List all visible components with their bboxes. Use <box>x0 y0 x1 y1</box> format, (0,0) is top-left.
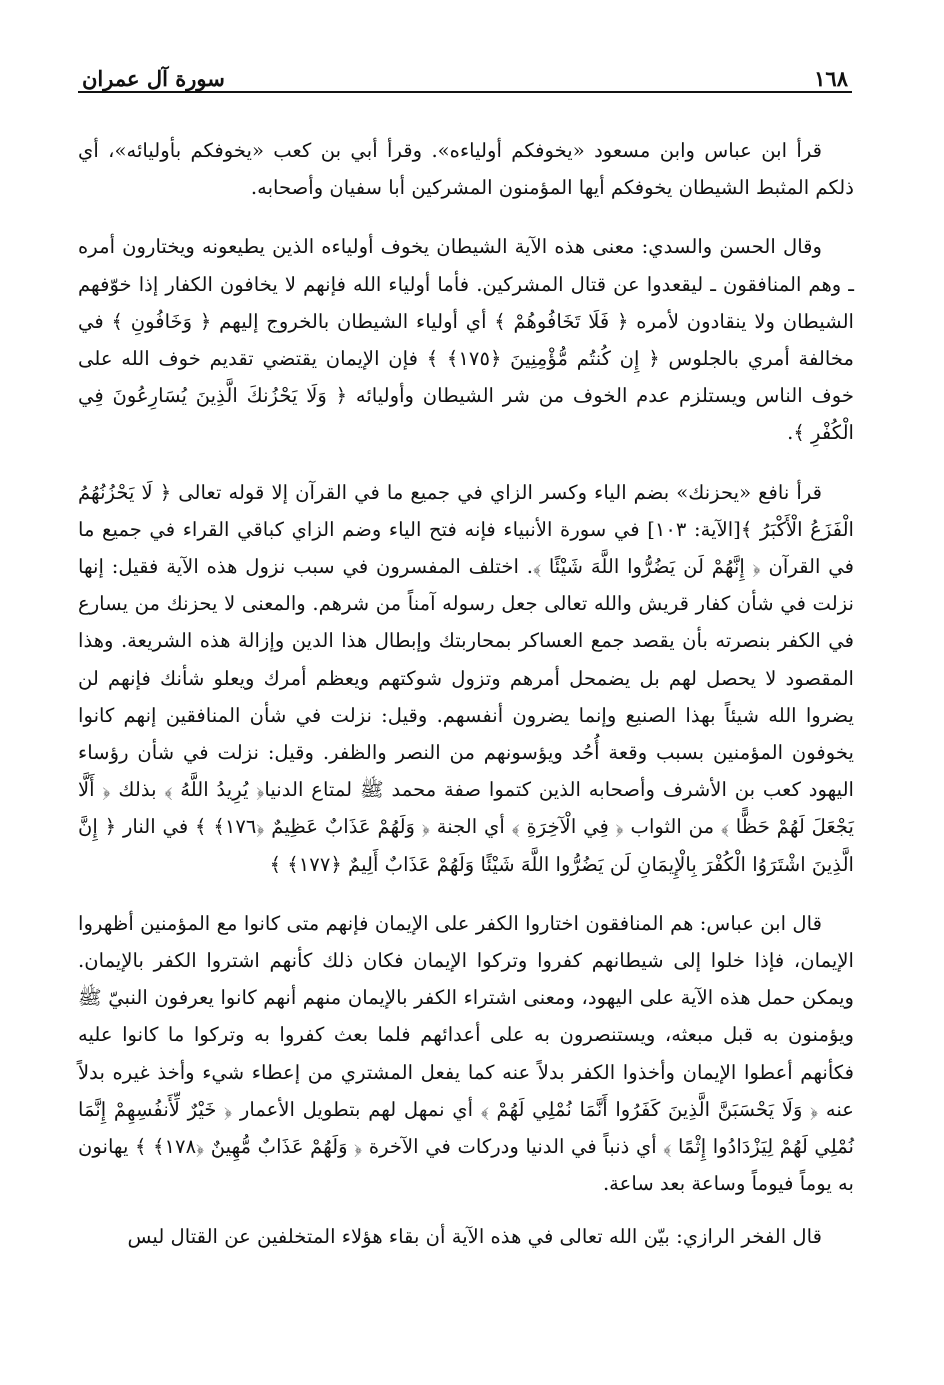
paragraph-ibn-abbas-hypocrites: قال ابن عباس: هم المنافقون اختاروا الكفر على الإيمان فإنهم متى كانوا مع المؤمنين أظهروا الإيمان، فإذا خلوا إلى شيطانهم كفروا وتركوا الإيمان فكان ذلك كأنهم اشتروا الكفر بالإيمان. ويمكن حمل هذه الآية على اليهود، ومعنى اشتراء الكفر بالإيمان منهم أنهم كانوا يعرفون النبيّ ﷺ ويؤمنون به قبل مبعثه، ويستنصرون به على أعدائهم فلما بعث كفروا به وتركوا ما كانوا عليه فكأنهم أعطوا الإيمان وأخذوا الكفر بدلاً عنه كما يفعل المشتري من إعطاء شيء وأخذ غيره بدلاً عنه ﴿ وَلَا يَحْسَبَنَّ الَّذِينَ كَفَرُوا أَنَّمَا نُمْلِي لَهُمْ ﴾ أي نمهل لهم بتطويل الأعمار ﴿ خَيْرٌ لِّأَنفُسِهِمْ إِنَّمَا نُمْلِي لَهُمْ لِيَزْدَادُوا إِثْمًا ﴾ أي ذنباً في الدنيا ودركات في الآخرة ﴿ وَلَهُمْ عَذَابٌ مُّهِينٌ ﴿١٧٨﴾ ﴾ يهانون به يوماً فيوماً وساعة بعد ساعة. <box>78 911 854 1196</box>
paragraph-qiraat-ibn-abbas: قرأ ابن عباس وابن مسعود «يخوفكم أولياءه». وقرأ أبي بن كعب «يخوفكم بأوليائه»، أي ذلكم المثبط الشيطان يخوفكم أيها المؤمنون المشركين أبا سفيان وأصحابه. <box>78 139 854 200</box>
paragraph-razi: قال الفخر الرازي: بيّن الله تعالى في هذه الآية أن بقاء هؤلاء المتخلفين عن القتال ليس <box>127 1225 822 1249</box>
header-rule <box>78 91 852 93</box>
page-number: ١٦٨ <box>810 66 852 91</box>
paragraph-nafi-reading: قرأ نافع «يحزنك» بضم الياء وكسر الزاي في جميع ما في القرآن إلا قوله تعالى ﴿ لَا يَحْزُنُهُمُ الْفَزَعُ الْأَكْبَرُ ﴾[الآية: ١٠٣] في سورة الأنبياء فإنه فتح الياء وضم الزاي كباقي القراء في جميع ما في القرآن ﴿ إِنَّهُمْ لَن يَضُرُّوا اللَّهَ شَيْئًا ﴾. اختلف المفسرون في سبب نزول هذه الآية فقيل: إنها نزلت في شأن كفار قريش والله تعالى جعل رسوله آمناً من شرهم. والمعنى لا يحزنك من يسارع في الكفر بنصرته بأن يقصد جمع العساكر بمحاربتك وإبطال هذا الدين وإزالة هذه الشريعة. وهذا المقصود لا يحصل لهم بل يضمحل أمرهم وتزول شوكتهم ويعظم أمرك ويعلو شأنك فإنهم لن يضروا الله شيئاً بهذا الصنيع وإنما يضرون أنفسهم. وقيل: نزلت في شأن المنافقين إنهم كانوا يخوفون المؤمنين بسبب وقعة أُحُد ويؤسونهم من النصر والظفر. وقيل: نزلت في شأن رؤساء اليهود كعب بن الأشرف وأصحابه الذين كتموا صفة محمد ﷺ لمتاع الدنيا﴿ يُرِيدُ اللَّهُ ﴾ بذلك ﴿ أَلَّا يَجْعَلَ لَهُمْ حَظًّا ﴾ من الثواب ﴿ فِي الْآخِرَةِ ﴾ أي الجنة ﴿ وَلَهُمْ عَذَابٌ عَظِيمٌ ﴿١٧٦﴾ ﴾ في النار ﴿ إِنَّ الَّذِينَ اشْتَرَوُا الْكُفْرَ بِالْإِيمَانِ لَن يَضُرُّوا اللَّهَ شَيْئًا وَلَهُمْ عَذَابٌ أَلِيمٌ ﴿١٧٧﴾ ﴾ <box>78 480 855 876</box>
surah-title: سورة آل عمران <box>78 66 229 91</box>
page-header <box>78 62 852 94</box>
paragraph-hasan-suddi: وقال الحسن والسدي: معنى هذه الآية الشيطان يخوف أولياءه الذين يطيعونه ويختارون أمره ـ وهم المنافقون ـ ليقعدوا عن قتال المشركين. فأما أولياء الله فإنهم لا يخافون الكفار إذا خوّفهم الشيطان ولا ينقادون لأمره ﴿ فَلَا تَخَافُوهُمْ ﴾ أي أولياء الشيطان بالخروج إليهم ﴿ وَخَافُونِ ﴾ في مخالفة أمري بالجلوس ﴿ إِن كُنتُم مُّؤْمِنِينَ ﴿١٧٥﴾ ﴾ فإن الإيمان يقتضي تقديم خوف الله على خوف الناس ويستلزم عدم الخوف من شر الشيطان وأوليائه ﴿ وَلَا يَحْزُنكَ الَّذِينَ يُسَارِعُونَ فِي الْكُفْرِ ﴾. <box>78 235 855 445</box>
page-body <box>78 132 854 1345</box>
